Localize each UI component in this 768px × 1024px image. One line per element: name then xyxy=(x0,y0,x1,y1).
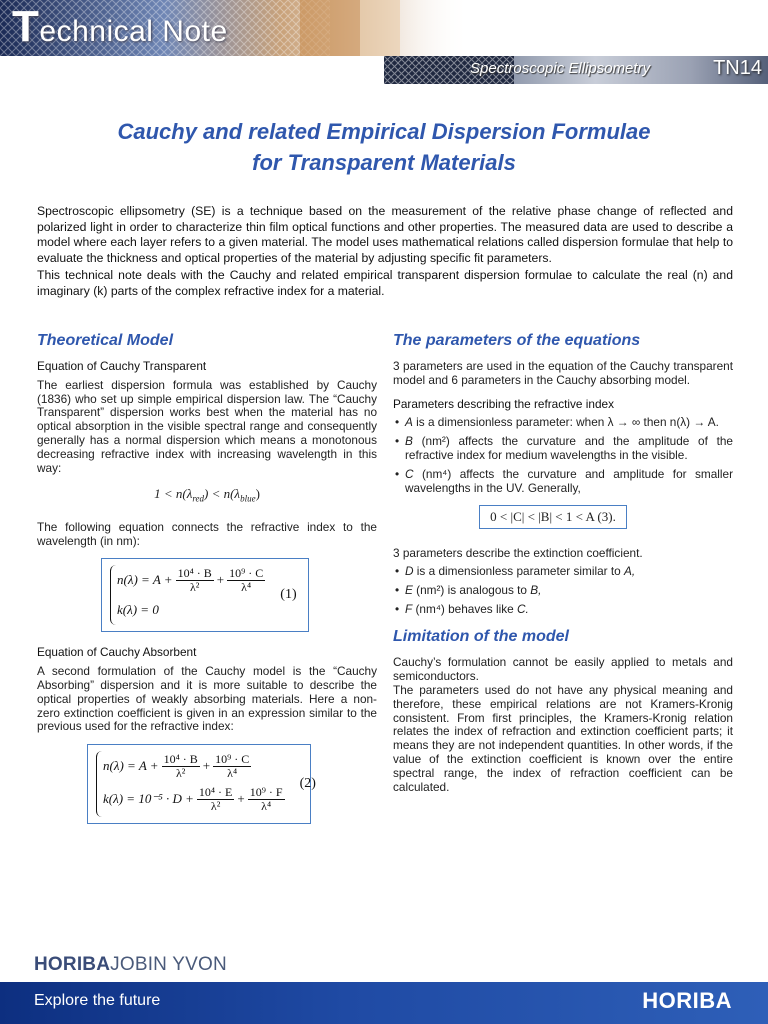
list-item: • C (nm⁴) affects the curvature and amplitude for smaller wavelengths in the UV. Generally, xyxy=(393,468,733,496)
paragraph-equation-intro: The following equation connects the refractive index to the wavelength (in nm): xyxy=(37,519,377,548)
header-subbanner xyxy=(384,56,768,84)
inequality-red-blue: $1 < n(\lambda_{red}) < n(\lambda_{blue})$ xyxy=(154,486,260,504)
subheading-refractive-index-parameters: Parameters describing the refractive index xyxy=(393,396,614,411)
section-heading-parameters: The parameters of the equations xyxy=(393,332,641,349)
footer-tagline: Explore the future xyxy=(34,992,161,1009)
document-title-line-1: Cauchy and related Empirical Dispersion Formulae xyxy=(117,119,651,144)
header-banner xyxy=(0,0,768,56)
equation-1-number: (1) xyxy=(280,587,297,603)
horiba-jobin-yvon-logo: HORIBAJOBIN YVON xyxy=(34,954,227,975)
refractive-index-parameter-list xyxy=(393,416,733,495)
footer-band xyxy=(0,982,768,1024)
subheading-cauchy-absorbent: Equation of Cauchy Absorbent xyxy=(37,645,197,660)
section-heading-theoretical-model: Theoretical Model xyxy=(37,332,174,349)
equation-1-n-line: n(λ) = A + $\frac{\text{10⁴ · B}}{\text{λ²}}$ + $\frac{\text{10⁹ · C}}{\text{λ⁴}}$ xyxy=(117,565,264,594)
intro-paragraph-2: This technical note deals with the Cauchy and related empirical transparent dispersion formulae to calculate the real (n) and imaginary (k) parts of the complex refractive index for a material. xyxy=(37,268,733,298)
subheading-cauchy-transparent: Equation of Cauchy Transparent xyxy=(37,359,207,373)
equation-2-number: (2) xyxy=(299,776,316,792)
right-column xyxy=(393,330,733,794)
intro-section xyxy=(37,204,733,300)
paragraph-limitation-1: Cauchy’s formulation cannot be easily applied to metals and semiconductors. xyxy=(393,655,733,684)
equation-2-box xyxy=(87,744,316,824)
intro-paragraph-1: Spectroscopic ellipsometry (SE) is a technique based on the measurement of the relative phase change of reflected and polarized light in order to characterize thin film optical functions and other properties. The measured data are used to describe a model where each layer refers to a given material. The model uses mathematical relations called dispersion formulae that help to evaluate the thickness and optical properties of the material by adjusting specific fit parameters. xyxy=(37,204,733,265)
left-column xyxy=(37,330,377,838)
paragraph-parameters-intro: 3 parameters are used in the equation of the Cauchy transparent model and 6 parameters in the Cauchy absorbing model. xyxy=(393,359,733,387)
paragraph-cauchy-absorbent: A second formulation of the Cauchy model is the “Cauchy Absorbing” dispersion and it is more suitable to describe the optical properties of weakly absorbing materials. Here a non-zero extinction coefficient is given in an expression similar to the previous used for the refractive index: xyxy=(37,664,377,734)
equation-2-n-line: n(λ) = A + $\frac{\text{10⁴ · B}}{\text{λ²}}$ + $\frac{\text{10⁹ · C}}{\text{λ⁴}}$ xyxy=(103,751,250,780)
document-title-line-2: for Transparent Materials xyxy=(252,150,516,175)
paragraph-limitation-2: The parameters used do not have any physical meaning and therefore, these empirical relations are not Kramers-Kronig consistent. From first principles, the Kramers-Kronig relation relates the index of refraction and extinction coefficient parts; it means they are not independent quantities. In other words, if the value of the extinction coefficient is known over the entire spectral range, the index of refraction coefficient can be calculated. xyxy=(393,682,733,794)
header-subtitle: Spectroscopic Ellipsometry xyxy=(470,60,651,77)
list-item: • E (nm²) is analogous to B, xyxy=(393,584,733,598)
list-item: • D is a dimensionless parameter similar to A, xyxy=(393,565,733,579)
list-item: • A is a dimensionless parameter: when λ → ∞ then n(λ) → A. xyxy=(393,416,733,430)
document-title xyxy=(30,116,738,178)
extinction-parameter-list xyxy=(393,565,733,616)
note-number: TN14 xyxy=(713,57,762,79)
equation-1-k-line: k(λ) = 0 xyxy=(117,602,159,618)
header-title: Technical Note xyxy=(12,2,228,51)
paragraph-cauchy-transparent: The earliest dispersion formula was established by Cauchy (1836) who set up simple empirical dispersion law. The “Cauchy Transparent” dispersion works best when the material has no optical absorption in the visible spectral range and consequently generally has a normal dispersion which means a monotonous decreasing refractive index with increasing wavelength in this way: xyxy=(37,377,377,475)
horiba-logo: HORIBA xyxy=(642,988,732,1013)
section-heading-limitation: Limitation of the model xyxy=(393,628,569,646)
list-item: • F (nm⁴) behaves like C. xyxy=(393,603,733,617)
equation-2-k-line: k(λ) = 10⁻⁵ · D + $\frac{\text{10⁴ · E}}{\text{λ²}}$ + $\frac{\text{10⁹ · F}}{\text{λ⁴}}$ xyxy=(103,784,283,813)
equation-1-box xyxy=(101,558,309,632)
paragraph-extinction-parameters: 3 parameters describe the extinction coefficient. xyxy=(393,546,643,561)
list-item: • B (nm²) affects the curvature and the amplitude of the refractive index for medium wavelengths in the visible. xyxy=(393,435,733,463)
parameter-inequality-box: 0 < |C| < |B| < 1 < A (3). xyxy=(479,505,627,529)
